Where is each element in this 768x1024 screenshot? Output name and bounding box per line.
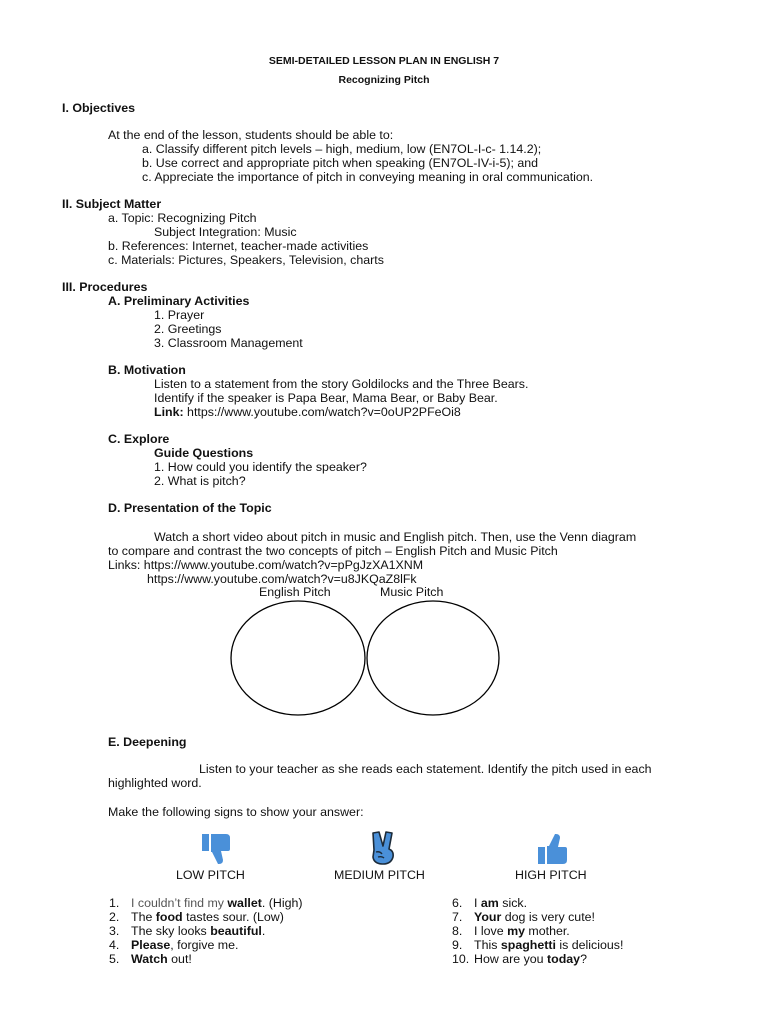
statement-text: mother. bbox=[524, 924, 570, 938]
statement-number: 2. bbox=[109, 910, 120, 924]
subject-topic: a. Topic: Recognizing Pitch bbox=[108, 211, 257, 225]
statement-text: I couldn’t find my bbox=[131, 896, 228, 910]
presentation-line: Watch a short video about pitch in music and English pitch. Then, use the Venn diagram bbox=[154, 530, 637, 544]
objective-item: a. Classify different pitch levels – high, medium, low (EN7OL-I-c- 1.14.2); bbox=[142, 142, 542, 156]
high-pitch-label: HIGH PITCH bbox=[515, 868, 587, 882]
deepening-line: highlighted word. bbox=[108, 776, 202, 790]
statement-item bbox=[109, 924, 265, 938]
venn-diagram bbox=[228, 598, 508, 718]
objectives-intro: At the end of the lesson, students should be able to: bbox=[108, 128, 394, 142]
statement-text: sick. bbox=[498, 896, 528, 910]
statement-text: How are you bbox=[474, 952, 548, 966]
medium-pitch-label: MEDIUM PITCH bbox=[334, 868, 425, 882]
statement-number: 7. bbox=[452, 910, 463, 924]
statement-number: 4. bbox=[109, 938, 120, 952]
motivation-link bbox=[154, 405, 461, 419]
presentation-link[interactable]: https://www.youtube.com/watch?v=u8JKQaZ8lFk bbox=[147, 572, 417, 586]
presentation-link[interactable]: Links: https://www.youtube.com/watch?v=pPgJzXA1XNM bbox=[108, 558, 424, 572]
preliminary-item: 2. Greetings bbox=[154, 322, 222, 336]
peace-sign-icon bbox=[366, 830, 400, 866]
guide-question: 1. How could you identify the speaker? bbox=[154, 460, 367, 474]
motivation-line: Identify if the speaker is Papa Bear, Mama Bear, or Baby Bear. bbox=[154, 391, 498, 405]
venn-label-left: English Pitch bbox=[259, 585, 331, 599]
statement-highlight: spaghetti bbox=[500, 938, 556, 952]
deepening-line: Listen to your teacher as she reads each statement. Identify the pitch used in each bbox=[199, 762, 652, 776]
statement-text: out! bbox=[167, 952, 192, 966]
statement-number: 1. bbox=[109, 896, 120, 910]
statement-number: 10. bbox=[452, 952, 470, 966]
statement-item bbox=[452, 938, 623, 952]
statement-item bbox=[452, 910, 595, 924]
presentation-heading: D. Presentation of the Topic bbox=[108, 501, 272, 515]
venn-circle-english bbox=[231, 601, 365, 715]
statement-text: . (High) bbox=[261, 896, 303, 910]
page-subtitle: Recognizing Pitch bbox=[338, 74, 430, 86]
preliminary-item: 3. Classroom Management bbox=[154, 336, 303, 350]
statement-text: This bbox=[474, 938, 501, 952]
statement-item bbox=[452, 924, 570, 938]
statement-highlight: wallet bbox=[227, 896, 262, 910]
statement-text: tastes sour. (Low) bbox=[182, 910, 284, 924]
statement-highlight: beautiful bbox=[210, 924, 262, 938]
statement-highlight: my bbox=[507, 924, 525, 938]
statement-text: ? bbox=[580, 952, 587, 966]
link-url[interactable]: https://www.youtube.com/watch?v=0oUP2PFeOi8 bbox=[183, 405, 461, 419]
subject-references: b. References: Internet, teacher-made activities bbox=[108, 239, 369, 253]
statement-item bbox=[109, 952, 192, 966]
statement-highlight: today bbox=[547, 952, 581, 966]
statement-highlight: Your bbox=[474, 910, 502, 924]
venn-circle-music bbox=[367, 601, 499, 715]
statement-number: 8. bbox=[452, 924, 463, 938]
statement-item bbox=[109, 938, 238, 952]
objective-item: c. Appreciate the importance of pitch in conveying meaning in oral communication. bbox=[142, 170, 594, 184]
statement-text: . bbox=[261, 924, 266, 938]
motivation-heading: B. Motivation bbox=[108, 363, 186, 377]
statement-item bbox=[109, 896, 302, 910]
subject-matter-heading: II. Subject Matter bbox=[62, 197, 162, 211]
page-title: SEMI-DETAILED LESSON PLAN IN ENGLISH 7 bbox=[268, 55, 500, 67]
subject-materials: c. Materials: Pictures, Speakers, Television, charts bbox=[108, 253, 384, 267]
statement-text: The sky looks bbox=[131, 924, 211, 938]
explore-heading: C. Explore bbox=[108, 432, 170, 446]
statement-highlight: am bbox=[480, 896, 499, 910]
statement-number: 5. bbox=[109, 952, 120, 966]
statement-text: , forgive me. bbox=[170, 938, 239, 952]
statement-item bbox=[452, 952, 587, 966]
statement-text: The bbox=[131, 910, 156, 924]
low-pitch-label: LOW PITCH bbox=[176, 868, 245, 882]
statement-number: 6. bbox=[452, 896, 463, 910]
signs-instruction: Make the following signs to show your answer: bbox=[108, 805, 364, 819]
preliminary-item: 1. Prayer bbox=[154, 308, 205, 322]
objectives-heading: I. Objectives bbox=[62, 101, 136, 115]
statement-text: I love bbox=[474, 924, 508, 938]
thumbs-up-icon bbox=[538, 833, 570, 865]
statement-highlight: Please bbox=[131, 938, 171, 952]
statement-text: dog is very cute! bbox=[501, 910, 595, 924]
statement-item bbox=[452, 896, 527, 910]
statement-item bbox=[109, 910, 284, 924]
objective-item: b. Use correct and appropriate pitch when speaking (EN7OL-IV-i-5); and bbox=[142, 156, 539, 170]
motivation-line: Listen to a statement from the story Goldilocks and the Three Bears. bbox=[154, 377, 529, 391]
venn-label-right: Music Pitch bbox=[380, 585, 444, 599]
subject-integration: Subject Integration: Music bbox=[154, 225, 297, 239]
statement-text: I bbox=[474, 896, 481, 910]
guide-question: 2. What is pitch? bbox=[154, 474, 246, 488]
statement-highlight: food bbox=[155, 910, 183, 924]
statement-text: is delicious! bbox=[555, 938, 624, 952]
presentation-line: to compare and contrast the two concepts of pitch – English Pitch and Music Pitch bbox=[108, 544, 558, 558]
thumbs-down-icon bbox=[202, 833, 232, 865]
guide-questions-heading: Guide Questions bbox=[154, 446, 254, 460]
statement-highlight: Watch bbox=[131, 952, 168, 966]
statement-number: 3. bbox=[109, 924, 120, 938]
statement-number: 9. bbox=[452, 938, 463, 952]
link-label: Link: bbox=[154, 405, 184, 419]
deepening-heading: E. Deepening bbox=[108, 735, 187, 749]
procedures-heading: III. Procedures bbox=[62, 280, 148, 294]
preliminary-heading: A. Preliminary Activities bbox=[108, 294, 250, 308]
